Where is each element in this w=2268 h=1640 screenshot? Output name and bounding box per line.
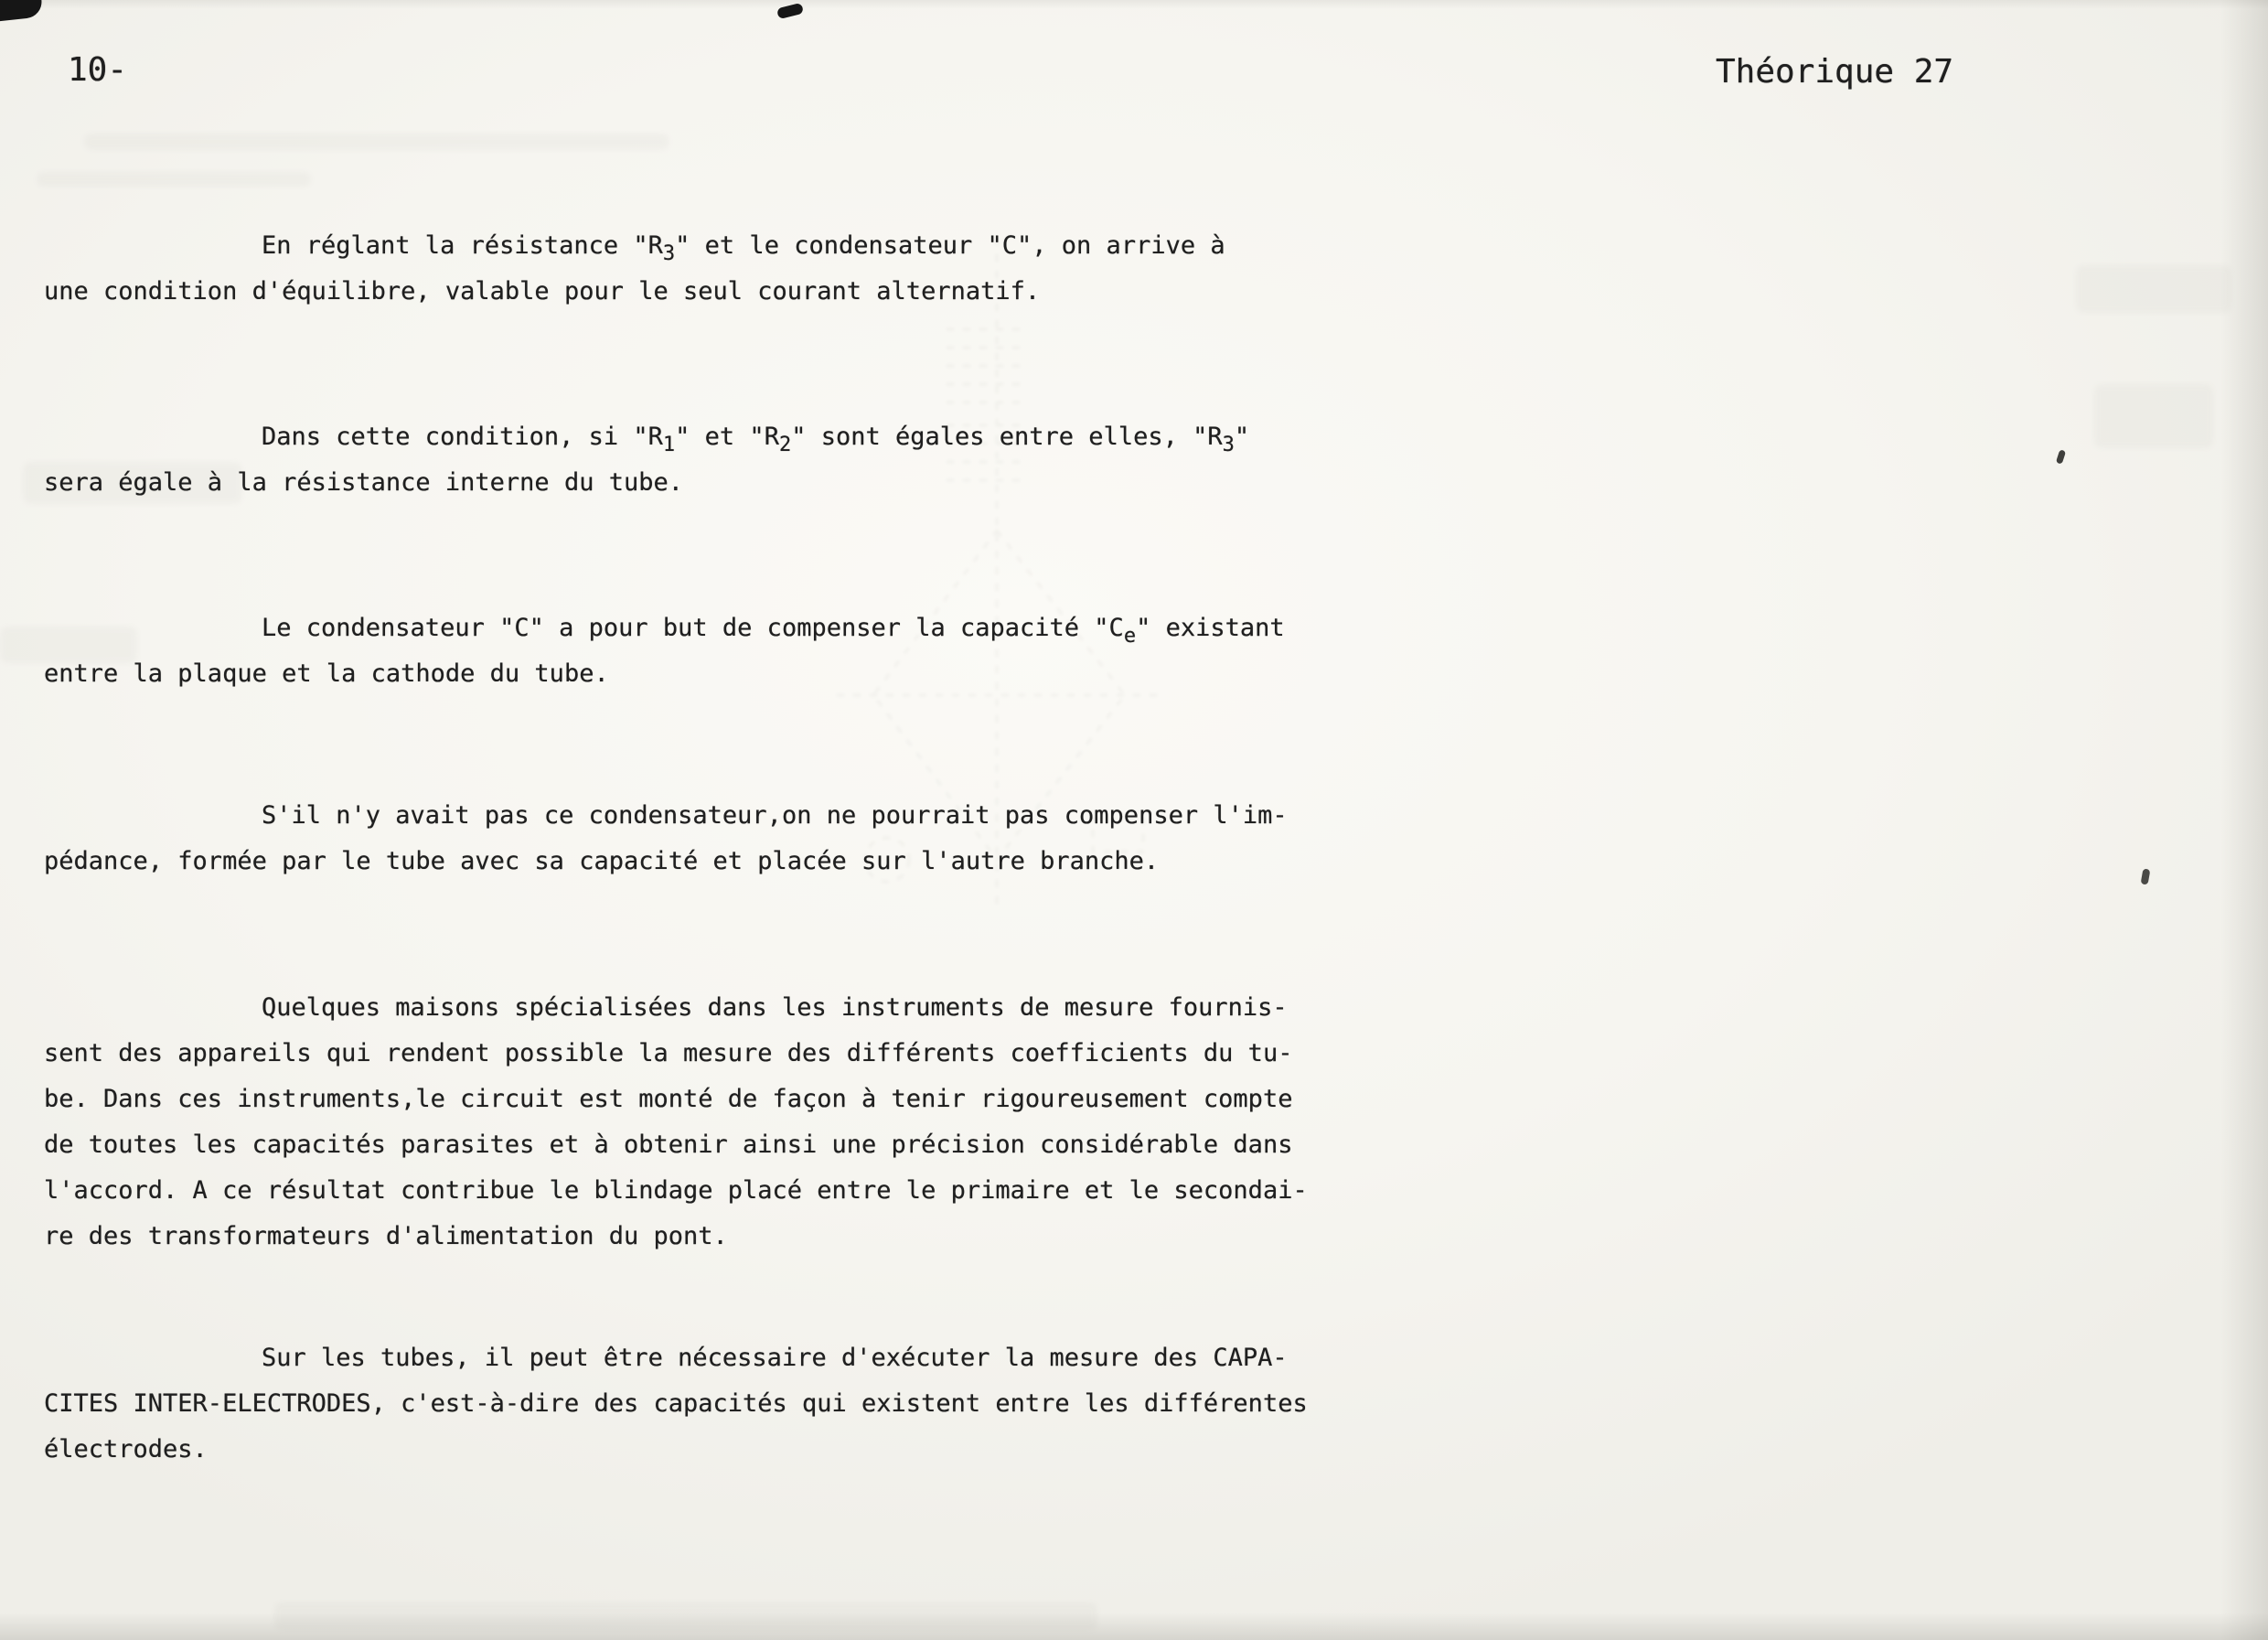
bleed-through-smudge [84,134,669,150]
text-line [44,1085,1434,1131]
text-segment: sera égale à la résistance interne du tube. [44,468,683,497]
text-segment: S'il n'y avait pas ce condensateur,on ne pourrait pas compenser l'im- [262,801,1288,830]
paragraph [44,231,1434,323]
text-line [44,423,1434,468]
subscript-text: 3 [662,242,676,265]
text-segment: de toutes les capacités parasites et à obtenir ainsi une précision considérable dans [44,1131,1293,1159]
text-segment: Quelques maisons spécialisées dans les instruments de mesure fournis- [262,993,1288,1022]
subscript-text: 3 [1222,434,1235,456]
text-segment: " et le condensateur "C", on arrive à [675,231,1225,260]
ink-speck [2141,868,2151,884]
text-line [44,1344,1434,1389]
text-segment: " sont égales entre elles, "R [791,423,1223,451]
subscript-text: 1 [662,434,676,456]
text-line [44,1131,1434,1176]
paragraph [44,1344,1434,1481]
text-line [44,1176,1434,1222]
scan-edge-shadow-right [2220,0,2268,1640]
ink-speck [0,0,43,22]
paragraph [44,614,1434,705]
subscript-text: e [1123,625,1137,648]
text-segment: re des transformateurs d'alimentation du pont. [44,1222,728,1250]
ink-speck [2056,449,2066,464]
scan-edge-shadow-top [0,0,2268,9]
text-segment: une condition d'équilibre, valable pour le seul courant alternatif. [44,277,1041,305]
paragraph [44,423,1434,514]
text-line [44,801,1434,847]
page-number: 10- [68,51,128,89]
text-line [44,847,1434,893]
text-segment: l'accord. A ce résultat contribue le blindage placé entre le primaire et le secondai- [44,1176,1308,1205]
text-segment: be. Dans ces instruments,le circuit est monté de façon à tenir rigoureusement compte [44,1085,1293,1113]
text-segment: Sur les tubes, il peut être nécessaire d'exécuter la mesure des CAPA- [262,1344,1288,1372]
text-segment: " existant [1136,614,1285,642]
text-line [44,614,1434,659]
text-segment: " et "R [675,423,779,451]
text-line [44,468,1434,514]
text-line [44,1389,1434,1435]
text-line [44,231,1434,277]
text-segment: sent des appareils qui rendent possible la mesure des différents coefficients du tu- [44,1039,1293,1067]
text-segment: électrodes. [44,1435,208,1463]
text-segment: Dans cette condition, si "R [262,423,663,451]
text-segment: Le condensateur "C" a pour but de compenser la capacité "C [262,614,1124,642]
text-line [44,1222,1434,1268]
subscript-text: 2 [778,434,792,456]
text-segment: En réglant la résistance "R [262,231,663,260]
bleed-through-smudge [37,172,311,187]
bleed-through-smudge [2094,384,2213,448]
text-segment: " [1234,423,1250,451]
text-line [44,277,1434,323]
bleed-through-smudge [2076,265,2231,313]
text-line [44,993,1434,1039]
paragraph [44,801,1434,893]
paragraph [44,993,1434,1268]
bleed-through-smudge [274,1602,1097,1630]
text-line [44,1039,1434,1085]
text-segment: entre la plaque et la cathode du tube. [44,659,609,688]
document-title: Théorique 27 [1716,53,1954,91]
text-line [44,659,1434,705]
text-line [44,1435,1434,1481]
text-segment: CITES INTER-ELECTRODES, c'est-à-dire des capacités qui existent entre les différentes [44,1389,1308,1418]
text-segment: pédance, formée par le tube avec sa capacité et placée sur l'autre branche. [44,847,1160,875]
